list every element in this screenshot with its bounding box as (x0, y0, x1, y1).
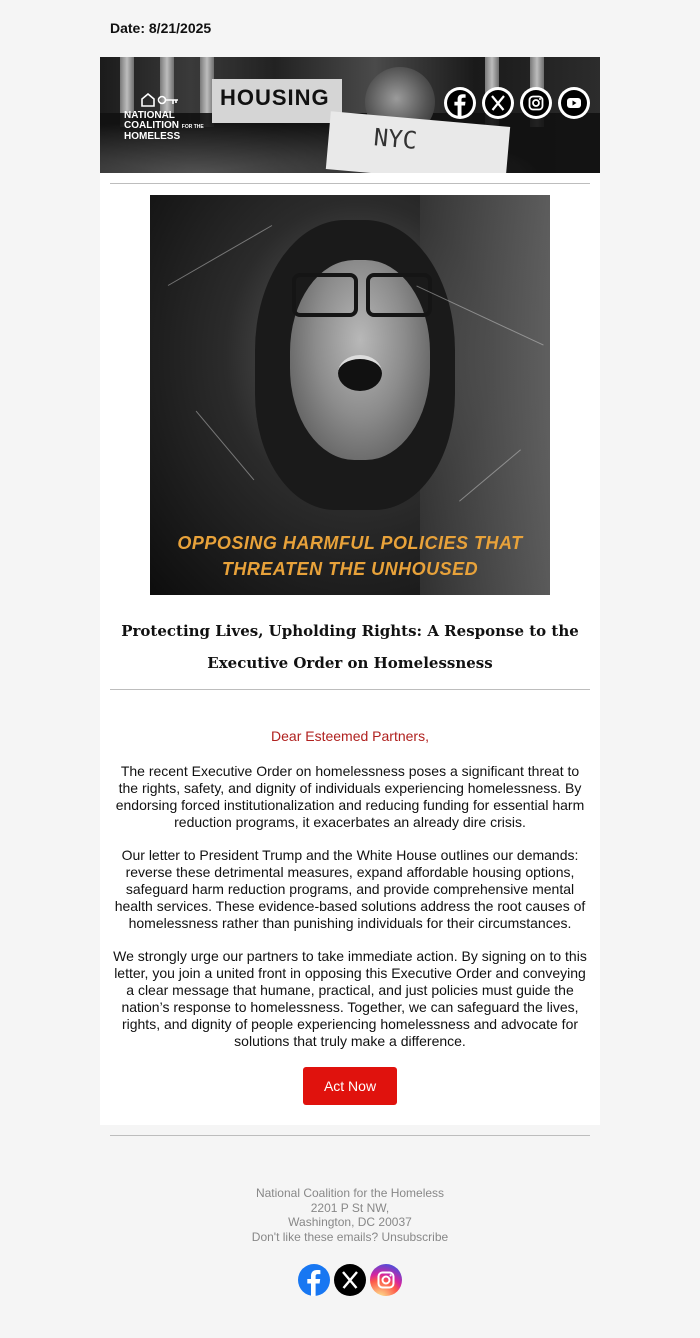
facebook-icon[interactable] (298, 1264, 330, 1296)
hero-glasses (366, 273, 432, 317)
divider (110, 183, 590, 184)
divider (110, 1135, 590, 1136)
hero-mouth (338, 355, 382, 391)
act-now-button[interactable]: Act Now (303, 1067, 397, 1105)
facebook-icon[interactable] (444, 87, 476, 119)
hero-caption (150, 530, 550, 582)
youtube-icon[interactable] (558, 87, 590, 119)
banner-sign-text: HOUSING (220, 85, 330, 110)
body-paragraph: We strongly urge our partners to take immediate action. By signing on to this letter, you join a united front in opposing this Executive Order and conveying a clear message that humane, practical, and just policies must guide the nation’s response to homelessness. Together, we can safeguard the lives, rights, and dignity of people experiencing homelessness and advocate for solutions that truly make a difference. (113, 948, 587, 1049)
hero-caption-line: THREATEN THE UNHOUSED (221, 559, 479, 579)
banner-sign (212, 79, 342, 123)
x-icon[interactable] (482, 87, 514, 119)
hero-glasses (292, 273, 358, 317)
banner-sign-nyc-text: NYC (372, 123, 419, 155)
email-body (100, 57, 600, 1125)
header-social-links (444, 87, 590, 119)
logo-line: HOMELESS (124, 131, 181, 142)
body-paragraph: The recent Executive Order on homelessness poses a significant threat to the rights, safety, and dignity of individuals experiencing homelessness. By endorsing forced institutionalization and reducing funding for essential harm reduction programs, it exacerbates an already dire crisis. (115, 763, 585, 830)
footer-social-links (298, 1264, 402, 1296)
hero-scratch (196, 411, 255, 481)
unsubscribe-link[interactable]: Don't like these emails? Unsubscribe (251, 1229, 449, 1244)
hero-caption-line: OPPOSING HARMFUL POLICIES THAT (177, 533, 523, 553)
divider (110, 689, 590, 690)
body-paragraph: Our letter to President Trump and the White House outlines our demands: reverse these detrimental measures, expand affordable housing options, safeguard harm reduction programs, and provide comprehensive mental health services. These evidence-based solutions address the root causes of homelessness rather than punishing individuals for their circumstances. (114, 847, 586, 931)
logo-line: COALITION FOR THE (124, 120, 204, 131)
header-banner (100, 57, 600, 173)
x-icon[interactable] (334, 1264, 366, 1296)
hero-image[interactable] (150, 195, 550, 595)
house-key-icon (140, 93, 166, 107)
email-date: Date: 8/21/2025 (110, 20, 212, 36)
instagram-icon[interactable] (520, 87, 552, 119)
footer-address: 2201 P St NW, (310, 1200, 390, 1215)
instagram-icon[interactable] (370, 1264, 402, 1296)
footer-address: Washington, DC 20037 (288, 1215, 412, 1229)
footer-org: National Coalition for the Homeless (255, 1186, 445, 1200)
footer (0, 1186, 700, 1244)
logo-line: NATIONAL (124, 110, 175, 121)
greeting: Dear Esteemed Partners, (271, 728, 429, 744)
org-logo[interactable] (124, 93, 204, 142)
article-title: Protecting Lives, Upholding Rights: A Response to the Executive Order on Homelessness (121, 622, 579, 672)
hero-scratch (168, 225, 272, 286)
